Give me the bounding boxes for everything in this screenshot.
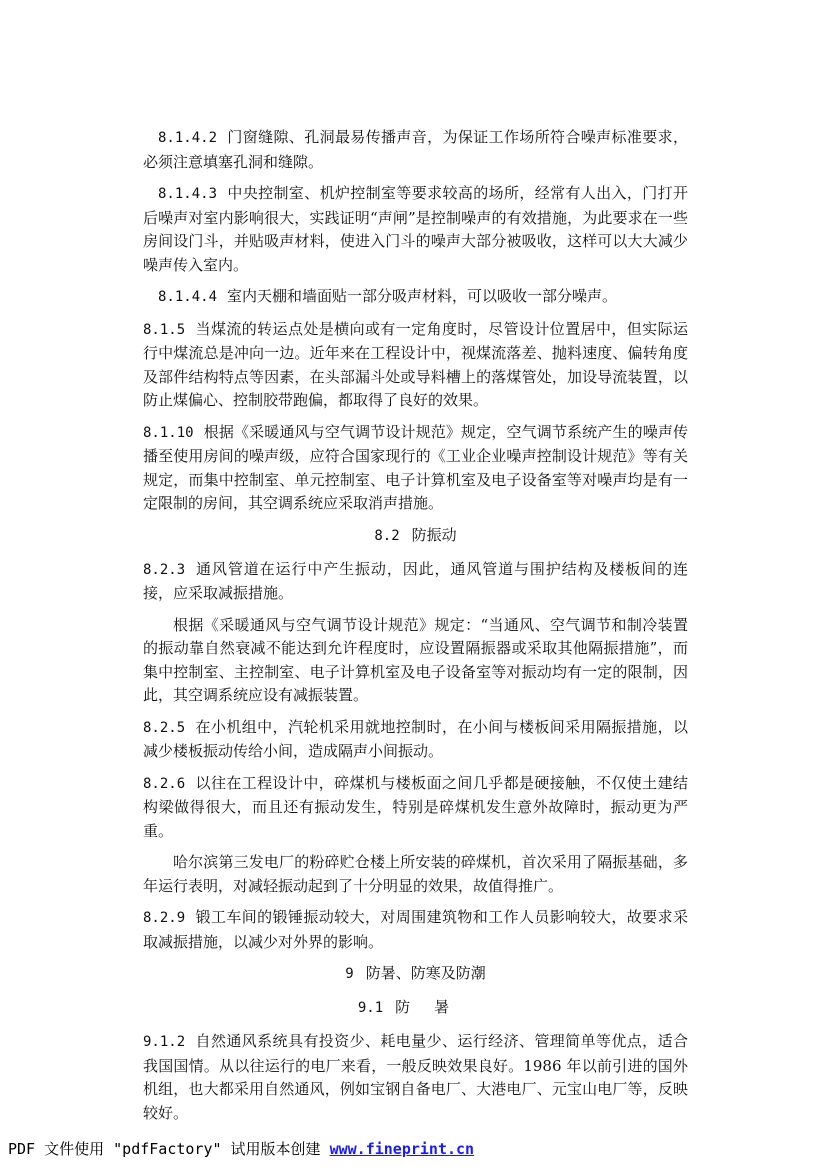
clause-text: 根据《采暖通风与空气调节设计规范》规定，空气调节系统产生的噪声传播至使用房间的噪声级，应符合国家现行的《工业企业噪声控制设计规范》等有关规定，而集中控制室、单元控制室、电子计算机室及电子设备室等对噪声均是有一定限制的房间，其空调系统应采取消声措施。 [143,422,688,512]
clause-8-2-9 [143,906,688,954]
clause-text: 自然通风系统具有投资少、耗电量少、运行经济、管理简单等优点，适合我国国情。从以往运行的电厂来看，一般反映效果良好。1986 年以前引进的国外机组，也大都采用自然通风，例如宝钢自备电厂、大港电厂、元宝山电厂等，反映较好。 [143,1032,688,1122]
clause-8-2-3-note [143,614,688,708]
clause-number: 8.1.4.2 [158,130,218,146]
chapter-heading-9 [143,962,688,986]
heading-number: 8.2 [374,527,400,544]
clause-8-2-6-note [143,851,688,898]
document-body [143,126,688,1133]
clause-number: 8.2.3 [143,561,186,578]
clause-8-1-4-4 [143,285,688,310]
clause-8-2-3 [143,558,688,606]
clause-text: 门窗缝隙、孔洞最易传播声音，为保证工作场所符合噪声标准要求，必须注意填塞孔洞和缝隙。 [143,128,688,171]
clause-number: 8.1.4.4 [158,289,218,305]
clause-number: 8.1.5 [143,321,186,338]
clause-text: 根据《采暖通风与空气调节设计规范》规定：“当通风、空气调节和制冷装置的振动靠自然衰减不能达到允许程度时，应设置隔振器或采取其他隔振措施”，而集中控制室、主控制室、电子计算机室及电子设备室等对振动均有一定的限制，因此，其空调系统应设有减振装置。 [143,615,688,704]
clause-9-1-2 [143,1030,688,1125]
clause-number: 8.1.10 [143,424,194,441]
clause-text: 通风管道在运行中产生振动，因此，通风管道与围护结构及楼板间的连接，应采取减振措施。 [143,559,688,602]
clause-text: 哈尔滨第三发电厂的粉碎贮仓楼上所安装的碎煤机，首次采用了隔振基础，多年运行表明，对减轻振动起到了十分明显的效果，故值得推广。 [143,853,688,895]
clause-8-2-6 [143,772,688,844]
footer-link[interactable]: www.fineprint.cn [329,1140,475,1158]
footer-text: PDF 文件使用 "pdfFactory" 试用版本创建 [8,1140,330,1158]
clause-number: 8.2.9 [143,910,186,926]
heading-text: 防振动 [411,525,457,544]
heading-text: 防暑 [395,998,474,1016]
clause-text: 室内天棚和墙面贴一部分吸声材料，可以吸收一部分噪声。 [227,287,618,305]
heading-number: 9 [345,966,354,982]
clause-text: 中央控制室、机炉控制室等要求较高的场所，经常有人出入，门打开后噪声对室内影响很大，实践证明“声闸”是控制噪声的有效措施，为此要求在一些房间设门斗，并贴吸声材料，使进入门斗的噪声大部分被吸收，这样可以大大减少噪声传入室内。 [143,184,688,274]
heading-number: 9.1 [357,1000,384,1016]
clause-text: 在小机组中，汽轮机采用就地控制时，在小间与楼板间采用隔振措施，以减少楼板振动传给小间，造成隔声小间振动。 [143,717,688,760]
clause-number: 9.1.2 [143,1034,186,1050]
clause-number: 8.2.6 [143,775,186,792]
clause-text: 以往在工程设计中，碎煤机与楼板面之间几乎都是硬接触，不仅使土建结构梁做得很大，而且还有振动发生，特别是碎煤机发生意外故障时，振动更为严重。 [143,773,688,840]
clause-8-1-4-2 [143,126,688,174]
pdf-footer [8,1138,474,1159]
clause-8-1-4-3 [143,182,688,277]
clause-text: 当煤流的转运点处是横向或有一定角度时，尽管设计位置居中，但实际运行中煤流总是冲向一边。近年来在工程设计中，视煤流落差、抛料速度、偏转角度及部件结构特点等因素，在头部漏斗处或导料槽上的落煤管处，加设导流装置，以防止煤偏心、控制胶带跑偏，都取得了良好的效果。 [143,319,688,409]
clause-text: 锻工车间的锻锤振动较大，对周围建筑物和工作人员影响较大，故要求采取减振措施，以减少对外界的影响。 [143,908,688,951]
section-heading-8-2 [143,524,688,548]
clause-8-1-5 [143,318,688,413]
section-heading-9-1 [143,996,688,1020]
clause-number: 8.1.4.3 [158,186,218,202]
clause-8-2-5 [143,716,688,764]
clause-8-1-10 [143,421,688,516]
clause-number: 8.2.5 [143,719,186,736]
heading-text: 防暑、防寒及防潮 [365,964,486,982]
